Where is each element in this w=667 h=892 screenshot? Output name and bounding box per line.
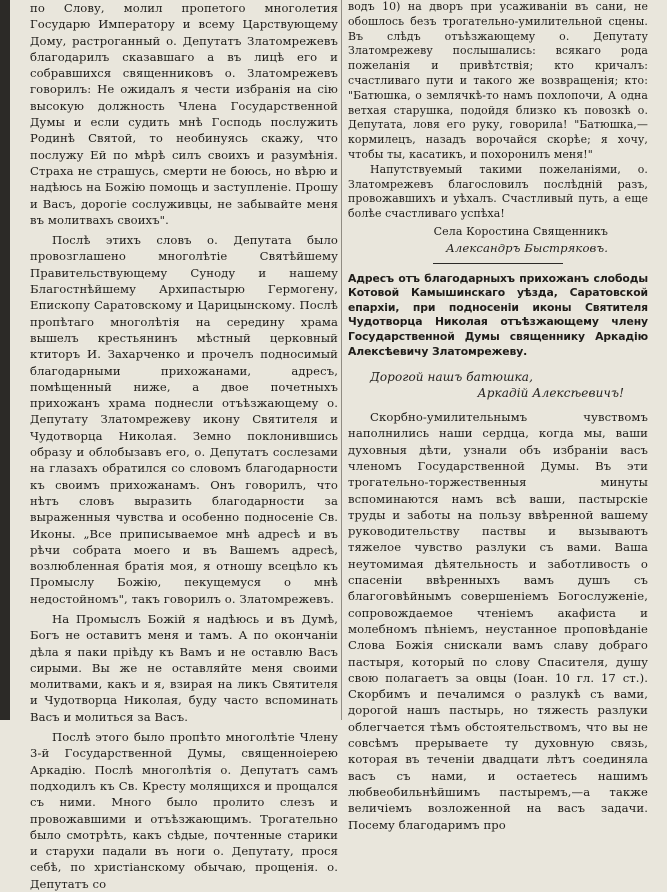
signature-name: Александръ Быстряковъ. — [446, 241, 608, 256]
right-column — [348, 0, 648, 832]
right-paragraph-1: водъ 10) на дворъ при усаживаніи въ сани, не обошлось безъ трогательно-умилительной сцены. Въ слѣдъ отъѣзжающему о. Депутату Златомрежеву послышались: всякаго рода пожеланія и привѣтствія; кто кричалъ: счастливаго пути и такого же возвращенія; кто: "Батюшка, о землячкѣ-то намъ похлопочи, А одна ветхая старушка, подойдя близко къ повозкѣ о. Депутата, ловя его руку, говорила! "Батюшка,—кормилецъ, назадъ ворочайся скорѣе; я хочу, чтобы ты, касатикъ, и похоронилъ меня!" — [348, 0, 648, 161]
column-divider — [341, 0, 342, 720]
left-paragraph-2: Послѣ этихъ словъ о. Депутата было провозглашено многолѣтіе Святѣйшему Правительствующему Суноду и нашему Благостнѣйшему Архипастырю Гермогену, Епископу Саратовскому и Царицынскому. Послѣ пропѣтаго многолѣтія на середину храма вышелъ крестьянинъ мѣстный церковный ктиторъ И. Захарченко и прочелъ подносимый благодарными прихожанами, адресъ, помѣщенный ниже, а двое почетныхъ прихожанъ храма поднесли отъѣзжающему о. Депутату Златомрежеву икону Святителя и Чудотворца Николая. Земно поклонившись образу и облобызавъ его, о. Депутатъ сослезами на глазахъ обратился со словомъ благодарности къ своимъ прихожанамъ. Онъ говорилъ, что нѣтъ словъ выразить благодарности за выраженныя чувства и особенно подносеніе Св. Иконы. „Все приписываемое мнѣ адресѣ и въ рѣчи собрата моего и въ Вашемъ адресѣ, возлюбленная братія моя, я отношу всецѣло къ Промыслу Божію, пекущемуся о мнѣ недостойномъ", такъ говорилъ о. Златомрежевъ. — [30, 233, 338, 606]
left-paragraph-1: по Слову, молил пропетого многолетия Государю Императору и всему Царствующему Дому, растроганный о. Депутатъ Златомрежевъ благодарилъ сказавшаго а въ лицѣ его и собравшихся священниковъ о. Златомрежевъ говорилъ: Не ожидалъ я чести избранія на сію высокую должность Члена Государственной Думы и если судить мнѣ Господь послужить Родинѣ Святой, то необинуясь скажу, что послужу Ей по мѣрѣ силъ своихъ и разумѣнія. Страха не страшусь, смерти не боюсь, но вѣрю и надѣюсь на Божію помощь и заступленіе. Прошу и Васъ, дорогіе сослуживцы, не забывайте меня въ молитвахъ своихъ". — [30, 1, 338, 227]
left-paragraph-4: Послѣ этого было пропѣто многолѣтіе Члену 3-й Государственной Думы, священноіерею Аркадію. Послѣ многолѣтія о. Депутатъ самъ подходилъ къ Св. Кресту молящихся и прощался съ ними. Много было пролито слезъ и провожавшими и отъѣзжающимъ. Трогательно было смотрѣть, какъ сѣдые, почтенные старики и старухи падали въ ноги о. Депутату, прося себѣ, по христіанскому обычаю, прощенія. о. Депутатъ со — [30, 730, 338, 891]
signature-place: Села Коростина Священникъ — [433, 224, 608, 238]
salutation-line-1: Дорогой нашъ батюшка, — [370, 370, 533, 385]
address-heading: Адресъ отъ благодарныхъ прихожанъ слободы Котовой Камышинскаго уѣзда, Саратовской епархіи, при подносеніи иконы Святителя Чудотворца Николая отъѣзжающему члену Государственной Думы священнику Аркадію Алексѣевичу Златомрежеву. — [348, 271, 648, 358]
left-column — [30, 0, 338, 891]
salutation-line-2: Аркадій Алексѣевичъ! — [477, 386, 624, 401]
page-edge-shadow — [0, 0, 10, 720]
right-paragraph-2: Напутствуемый такими пожеланіями, о. Златомрежевъ благословилъ послѣдній разъ, провожавшихъ и уѣхалъ. Счастливый путь, а еще болѣе счастливаго успѣха! — [348, 162, 648, 221]
section-rule — [433, 263, 563, 264]
right-paragraph-3: Скорбно-умилительнымъ чувствомъ наполнились наши сердца, когда мы, ваши духовныя дѣти, узнали объ избраніи васъ членомъ Государственной Думы. Въ эти трогательно-торжественныя минуты вспоминаются намъ всѣ ваши, пастырскіе труды и заботы на пользу ввѣренной вашему руководительству паствы и вызываютъ тяжелое чувство разлуки съ вами. Ваша неутомимая дѣятельность и заботливость о спасеніи ввѣренныхъ вамъ душъ съ благоговѣйнымъ совершеніемъ Богослуженіе, сопровождаемое чтеніемъ акафиста и молебномъ пѣніемъ, неустанное проповѣданіе Слова Божія снискали вамъ славу добраго пастыря, который по слову Спасителя, душу свою полагаетъ за овцы (Іоан. 10 гл. 17 ст.). Скорбимъ и печалимся о разлукѣ съ вами, дорогой нашъ пастырь, но тяжесть разлуки облегчается тѣмъ обстоятельствомъ, что вы не совсѣмъ прерываете ту духовную связь, которая въ теченіи двадцати лѣтъ соединяла васъ съ нами, и остаетесь нашимъ любвеобильнѣйшимъ пастыремъ,—а также величіемъ возложенной на васъ задачи. Посему благодаримъ про — [348, 410, 648, 832]
left-paragraph-3: На Промыслъ Божій я надѣюсь и въ Думѣ, Богъ не оставитъ меня и тамъ. А по окончаніи дѣла я паки пріѣду къ Вамъ и не оставлю Васъ сирыми. Вы же не оставляйте меня своими молитвами, какъ и я, взирая на ликъ Святителя и Чудотворца Николая, буду часто вспоминать Васъ и молиться за Васъ. — [30, 611, 338, 724]
